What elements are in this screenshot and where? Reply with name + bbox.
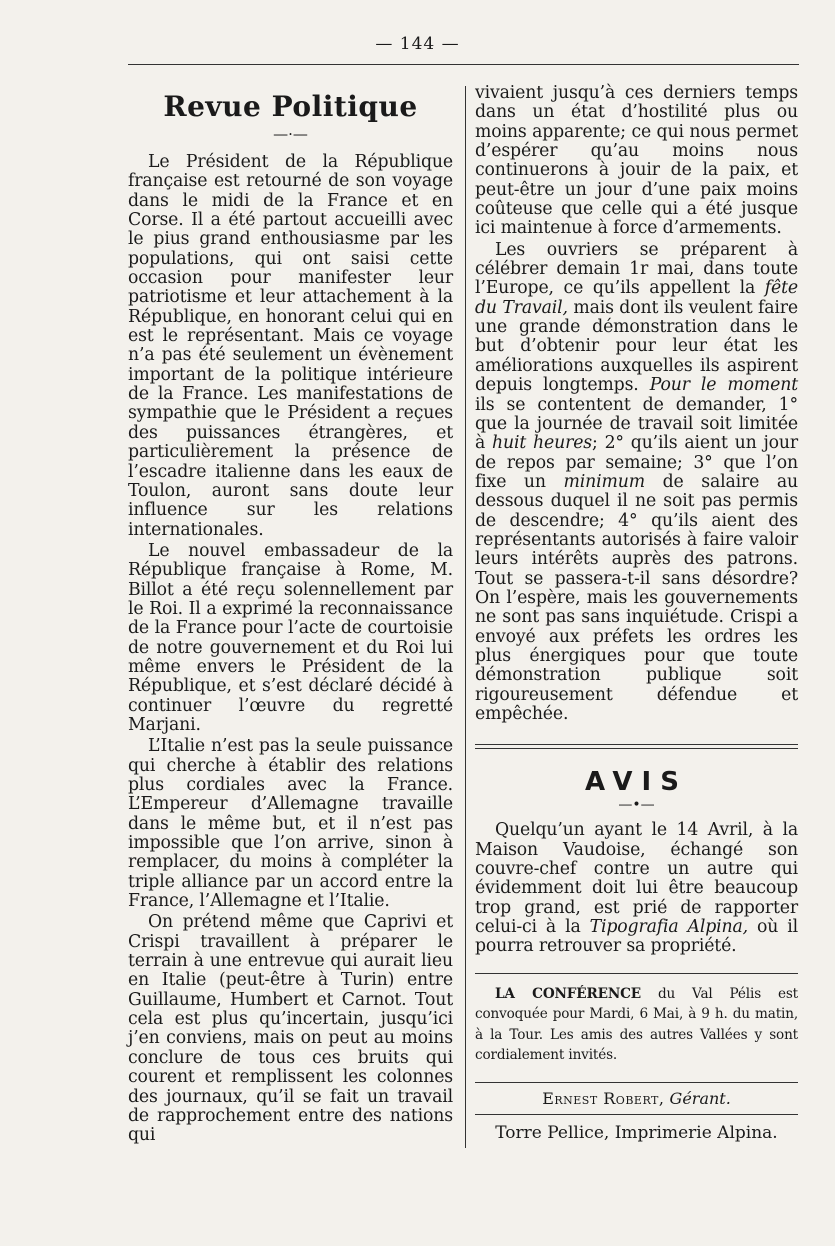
conference-label: LA CONFÉRENCE: [495, 985, 642, 1002]
manager-role: Gérant.: [669, 1088, 731, 1108]
article-paragraph-2: Le nouvel embassadeur de la République française à Rome, M. Billot a été reçu solennellement par le Roi. Il a exprimé la reconnaissance de la France pour l’acte de courtoisie de notre gouvernement et du Roi lui même envers le Président de la République, et s’est déclaré décidé à continuer l’œuvre du regretté Marjani.: [128, 540, 453, 735]
notice-text: Quelqu’un ayant le 14 Avril, à la Maison Vaudoise, échangé son couvre-chef contre un autre qui évidemment doit lui être beaucoup trop grand, est prié de rapporter celui-ci à la Tipografia Alpina, où il pourra retrouver sa propriété.: [475, 820, 798, 957]
article-paragraph-6: Les ouvriers se préparent à célébrer demain 1r mai, dans toute l’Europe, ce qu’ils appellent la fête du Travail, mais dont ils veulent faire une grande démonstration dans le but d’obtenir pour leur état les améliorations auxquelles ils aspirent depuis longtemps. Pour le moment ils se contentent de demander, 1° que la journée de travail soit limitée à huit heures; 2° qu’ils aient un jour de repos par semaine; 3° que l’on fixe un minimum de salaire au dessous duquel il ne soit pas permis de descendre; 4° qu’ils aient des représentants autorisés à faire valoir leurs intérêts auprès des patrons. Tout se passera-t-il sans désordre? On l’espère, mais les gouvernements ne sont pas sans inquiétude. Crispi a envoyé aux préfets les ordres les plus énergiques pour que toute démonstration publique soit rigoureusement défendue et empêchée.: [475, 239, 799, 724]
header-rule: [128, 64, 799, 65]
article-paragraph-4: On prétend même que Caprivi et Crispi travaillent à préparer le terrain à une entrevue qui aurait lieu en Italie (peut-être à Turin) entre Guillaume, Humbert et Carnot. Tout cela est plus qu’incertain, jusqu’ici j’en conviens, mais on peut au moins conclure de tous ces bruits qui courent et remplissent les colonnes des journaux, qu’il se fait un travail de rapprochement entre des nations qui: [128, 912, 453, 1146]
section-double-rule: [475, 744, 798, 749]
notice-title: AVIS: [585, 767, 688, 798]
article-title: Revue Politique: [163, 90, 418, 123]
article-paragraph-1: Le Président de la République française est retourné de son voyage dans le midi de la France et en Corse. Il a été partout accueilli avec le pius grand enthousiasme par les populations, qui ont saisi cette occasion pour manifester leur patriotisme et leur attachement à la République, en honorant celui qui en est le représentant. Mais ce voyage n’a pas été seulement un évènement important de la politique intérieure de la France. Les manifestations de sympathie que le Président a reçues des puissances étrangères, et particulièrement la présence de l’escadre italienne dans les eaux de Toulon, auront sans doute leur influence sur les relations internationales.: [128, 152, 453, 540]
notice-ornament: —•—: [618, 797, 655, 814]
manager-line: [475, 1089, 798, 1108]
manager-name: Ernest Robert,: [542, 1088, 665, 1108]
conference-notice: [475, 984, 798, 1066]
manager-rule: [475, 1082, 798, 1083]
conference-text: du Val Pélis est convoquée pour Mardi, 6 Mai, à 9 h. du matin, à la Tour. Les amis des autres Vallées y sont cordialement invités.: [475, 985, 798, 1064]
article-paragraph-5: vivaient jusqu’à ces derniers temps dans un état d’hostilité plus ou moins apparente; ce qui nous permet d’espérer qu’au moins nous continuerons à jouir de la paix, et peut-être un jour d’une paix moins coûteuse que celle qui a été jusque ici maintenue à force d’armements.: [475, 83, 798, 239]
printer-rule: [475, 1114, 798, 1115]
article-paragraph-3: L’Italie n’est pas la seule puissance qui cherche à établir des relations plus cordiales avec la France. L’Empereur d’Allemagne travaille dans le même but, et il n’est pas impossible que l’on arrive, sinon à remplacer, du moins à compléter la triple alliance par un accord entre la France, l’Allemagne et l’Italie.: [128, 736, 453, 912]
page-number: — 144 —: [375, 34, 460, 54]
left-column: [128, 84, 453, 1146]
column-divider: [465, 86, 466, 1148]
right-column: [475, 84, 798, 1143]
title-ornament: —·—: [273, 125, 308, 143]
conference-rule: [475, 973, 798, 974]
printer-imprint: Torre Pellice, Imprimerie Alpina.: [495, 1122, 778, 1143]
